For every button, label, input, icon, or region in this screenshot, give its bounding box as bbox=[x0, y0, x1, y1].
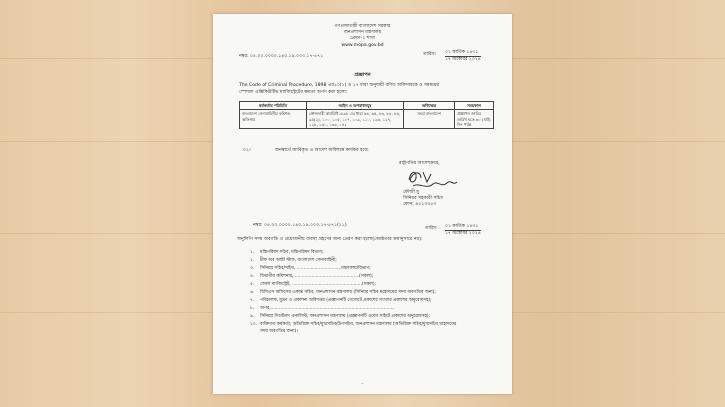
table-header: কর্মকর্তার পরিচিতি bbox=[240, 102, 307, 110]
table-cell-laws: ফৌজদারী কার্যবিধি১৮৯৮ এর ধারা ৬৪, ৬৫, ৮৩, ৮৪, ৮৬, ৯৫(২), ১০০, ১০৫, ১০৭, ১০৯, ১১০, ১২৬, ১২৭, ১২৮, ১৩০, ১৩৩, ১৪২ bbox=[307, 110, 404, 129]
note-number: ০২। bbox=[243, 148, 251, 153]
table-cell-period: প্রজ্ঞাপন জারির তারিখ হতে ৬০ (ষাট) দিন পর্যন্ত bbox=[455, 110, 494, 129]
memo-number: নম্বর: ০৫.০০.০০০০.১৪০.১৯.০০৩.১৭-৫৭১ bbox=[239, 54, 324, 59]
list-item: ৫. জেলা ম্যাজিস্ট্রেট, ..................................................(সকল); bbox=[250, 282, 377, 287]
list-item: ৩. সিনিয়র সচিব/সচিব, ................................মন্ত্রণালয়/বিভাগ; bbox=[250, 266, 371, 271]
signatory-name: ফৌজী মু bbox=[403, 190, 419, 195]
table-header-row bbox=[240, 102, 494, 110]
table-cell-officer: বাংলাদেশ সেনাবাহিনীর কমিশন্ড অফিসার bbox=[240, 110, 307, 129]
memo2-date-label: তারিখ : bbox=[425, 226, 440, 231]
header-line-1: গণপ্রজাতন্ত্রী বাংলাদেশ সরকার bbox=[334, 24, 391, 29]
list-item: সদয় অবগতির জন্য)। bbox=[260, 329, 298, 334]
table-cell-jurisdiction: সমগ্র বাংলাদেশ bbox=[404, 110, 455, 129]
website: www.mopa.gov.bd bbox=[341, 42, 384, 48]
signatory-phone: ফোন: ৯৫১৩৩৫৩ bbox=[403, 202, 437, 207]
list-item: ৬. বিসিএস অফিসের একান্ত সচিব, জনপ্রশাসন মন্ত্রণালয় (সিনিয়র সচিব মহোদয়ের সদয় অবগতির জন্য); bbox=[250, 290, 436, 295]
list-item: ৯. সিনিয়র সিস্টেমস এনালিস্ট, জনপ্রশাসন মন্ত্রণালয় (প্রজ্ঞাপনটি ওয়েব সাইটে প্রকাশের অনুরোধসহ); bbox=[250, 314, 430, 319]
header-line-3: প্রেষণ-২ শাখা bbox=[349, 36, 376, 42]
memo-date-bangla: ০১ কার্তিক ১৪৩১ bbox=[445, 50, 479, 55]
doc-title: প্রজ্ঞাপন bbox=[354, 72, 371, 78]
note-text: জনস্বার্থে জারিকৃত এ আদেশ অবিলম্বে কার্যকর হবে। bbox=[275, 148, 369, 153]
signature-image bbox=[403, 166, 463, 192]
header-line-2: জনপ্রশাসন মন্ত্রণালয় bbox=[343, 30, 382, 36]
table-header: সময়কাল bbox=[455, 102, 494, 110]
memo-date-label: তারিখ: bbox=[423, 52, 437, 57]
memo2-number: নম্বর: ০৫.০০.০০০০.১৪০.১৯.০০৩.১৭-৫৭১(১১) bbox=[253, 223, 347, 228]
table-header: অধিক্ষেত্র bbox=[404, 102, 455, 110]
document-page bbox=[213, 14, 512, 394]
table-row bbox=[240, 110, 494, 129]
list-item: ১. মন্ত্রিপরিষদ সচিব, মন্ত্রিপরিষদ বিভাগ; bbox=[250, 250, 324, 255]
list-item: ৮. অপর,......................................................................................... bbox=[250, 306, 395, 311]
table-header: আইন ও অপরাধসমূহ bbox=[307, 102, 404, 110]
memo-date-english: ১৭ অক্টোবর ২০২৪ bbox=[445, 57, 481, 62]
signatory-designation: সিনিয়র সহকারী সচিব bbox=[403, 196, 443, 201]
list-item: ১০. ব্যক্তিগত কর্মকর্তা, অতিরিক্ত সচিব/যুগ্মসচিব/উপসচিব, জনপ্রশাসন মন্ত্রণালয় (অতিরিক্ত সচিব/যুগ্মসচিব মহোদয়ের bbox=[250, 322, 457, 327]
list-item: ২. চীফ অব আর্মি স্টাফ, বাংলাদেশ সেনাবাহিনী; bbox=[250, 258, 337, 263]
orders-table bbox=[239, 101, 494, 129]
by-order-text: রাষ্ট্রপতির আদেশক্রমে, bbox=[399, 161, 440, 166]
intro-line-1: The Code of Criminal Procedure, 1898 এর১০(১) ও ১৭ ধারা অনুযায়ী বর্ণিত অফিসারকে ও সমন্বয়ের bbox=[239, 83, 440, 88]
list-item: ৪. বিভাগীয় কমিশনার, ..............................................(সকল); bbox=[250, 274, 374, 279]
copy-intro: অনুলিপি সদয় অবগতি ও প্রয়োজনীয় ব্যবস্থা গ্রহণের জন্য প্রেরণ করা হলো(জ্যেষ্ঠতার ক্রমানুসারে নয়): bbox=[237, 237, 423, 242]
list-item: ৭. পরিচালক, মুদ্রণ ও প্রকাশনা অধিদপ্তর (প্রজ্ঞাপনটি গেজেটে প্রকাশের সংখ্যার প্রকাশের অনুরোধসহ); bbox=[250, 298, 432, 303]
intro-line-2: স্পেশাল এক্সিকিউটিভ ম্যাজিস্ট্রেটের ক্ষমতা অর্পণ করা হলো: bbox=[239, 90, 348, 95]
memo2-date-english: ১৭ অক্টোবর ২০২৪ bbox=[445, 231, 481, 236]
page-mark: - bbox=[361, 382, 364, 387]
memo2-date-bangla: ০১ কার্তিক ১৪৩১ bbox=[445, 224, 479, 229]
header-block bbox=[213, 24, 512, 49]
